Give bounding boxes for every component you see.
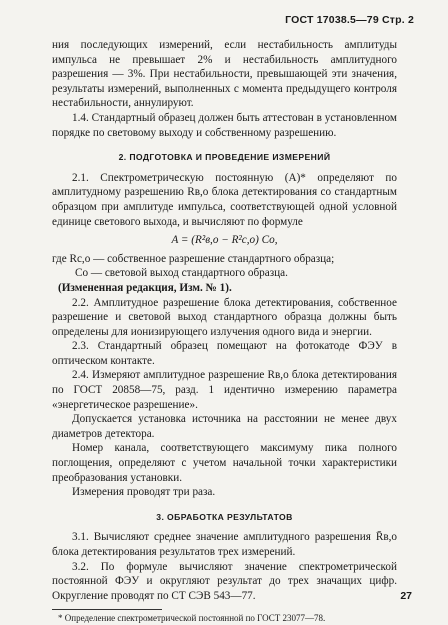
paragraph-2-4: 2.4. Измеряют амплитудное разрешение Rв,о блока детектирования по ГОСТ 20858—75, разд. 1 идентично измерению параметра «энергетическое разрешение».: [52, 369, 397, 411]
paragraph-distance: Допускается установка источника на расстоянии не менее двух диаметров детектора.: [52, 413, 397, 440]
paragraph-2-3: 2.3. Стандартный образец помещают на фотокатоде ФЭУ в оптическом контакте.: [52, 340, 397, 367]
paragraph-three-times: Измерения проводят три раза.: [72, 486, 216, 499]
definition-rco: где Rс,о — собственное разрешение стандартного образца;: [52, 252, 335, 265]
paragraph-2-1: 2.1. Спектрометрическую постоянную (A)* определяют по амплитудному разрешению Rв,о блока детектирования со стандартным образцом при амплитуде импульса, соответствующей одной условной единице светового выхода, и вычисляют по формуле: [52, 171, 397, 228]
footnote: * Определение спектрометрической постоянной по ГОСТ 23077—78.: [58, 613, 326, 624]
definition-co: Cо — световой выход стандартного образца.: [75, 267, 288, 280]
page-number: 27: [400, 590, 412, 602]
formula: A = (R²в,о − R²с,о) Cо,: [171, 234, 278, 247]
paragraph-3-1: 3.1. Вычисляют среднее значение амплитудного разрешения R̄в,о блока детектирования результатов трех измерений.: [52, 531, 397, 558]
paragraph-2-2: 2.2. Амплитудное разрешение блока детектирования, собственное разрешение и световой выход стандартного образца должны быть определены для ионизирующего излучения одного вида и энергии.: [52, 296, 397, 338]
document-body: [52, 38, 397, 624]
paragraph-channel: Номер канала, соответствующего максимуму пика полного поглощения, определяют с учетом начальной точки характеристики преобразования установки.: [52, 442, 397, 484]
paragraph-3-2: 3.2. По формуле вычисляют значение спектрометрической постоянной ФЭУ и округляют результат до трех значащих цифр. Округление проводят по СТ СЭВ 543—77.: [52, 560, 397, 602]
footnote-rule: [52, 609, 162, 610]
section-3-heading: 3. ОБРАБОТКА РЕЗУЛЬТАТОВ: [156, 511, 293, 522]
paragraph-1-4: 1.4. Стандартный образец должен быть аттестован в установленном порядке по световому выходу и собственному разрешению.: [52, 111, 397, 139]
amendment-note: (Измененная редакция, Изм. № 1).: [58, 281, 232, 294]
section-2-heading: 2. ПОДГОТОВКА И ПРОВЕДЕНИЕ ИЗМЕРЕНИЙ: [118, 152, 331, 163]
page-header: ГОСТ 17038.5—79 Стр. 2: [285, 14, 414, 26]
paragraph-continuation: ния последующих измерений, если нестабильность амплитуды импульса не превышает 2% и нестабильность амплитудного разрешения — 3%. При нестабильности, превышающей эти значения, результаты измерений, выполненных с момента предыдущего контроля нестабильности, аннулируют.: [52, 39, 397, 110]
